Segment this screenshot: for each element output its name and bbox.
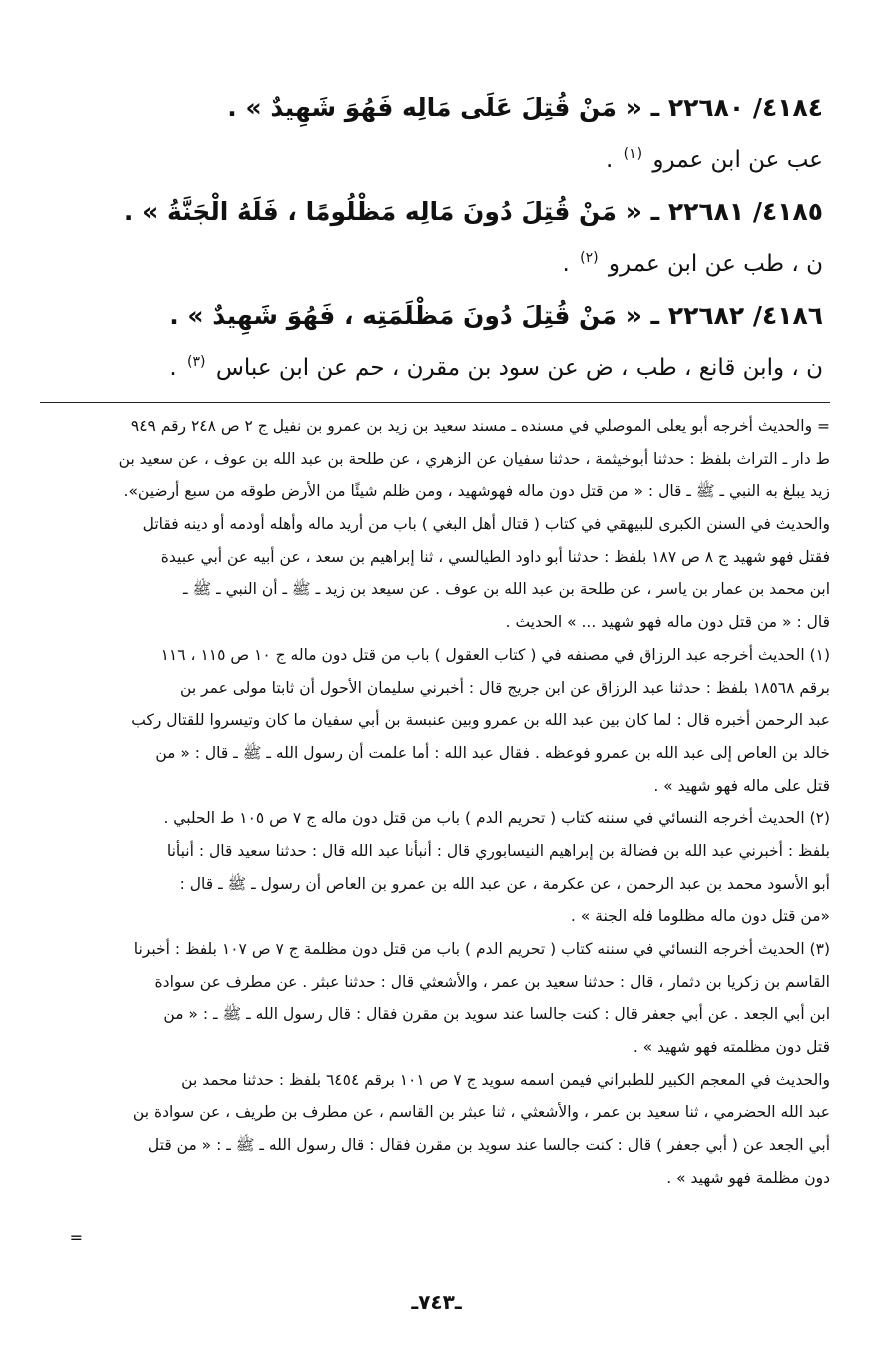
footnote-line: زيد يبلغ به النبي ـ ﷺ ـ قال : « من قتل دون ماله فهوشهيد ، ومن ظلم شيئًا من الأرض طوقه من سبع أرضين». bbox=[123, 482, 830, 501]
footnote-line: (٢) الحديث أخرجه النسائي في سننه كتاب ( تحريم الدم ) باب من قتل دون ماله ج ٧ ص ١٠٥ ط الحلبي . bbox=[163, 809, 830, 828]
hadith-text: ٤١٨٤/ ٢٢٦٨٠ ـ « مَنْ قُتِلَ عَلَى مَالِه فَهُوَ شَهِيدٌ » . bbox=[227, 93, 823, 122]
footnote-line: والحديث في السنن الكبرى للبيهقي في كتاب ( قتال أهل البغي ) باب من أريد ماله وأهله أودمه أو دينه فقاتل bbox=[142, 515, 830, 534]
footnote-line: أبي الجعد عن ( أبي جعفر ) قال : كنت جالسا عند سويد بن مقرن فقال : قال رسول الله ـ ﷺ ـ : « من قتل bbox=[147, 1136, 830, 1155]
footnote-line: (٣) الحديث أخرجه النسائي في سننه كتاب ( تحريم الدم ) باب من قتل دون مظلمة ج ٧ ص ١٠٧ بلفظ : أخبرنا bbox=[133, 940, 830, 958]
source-tail: . bbox=[169, 355, 177, 381]
hadith-text: ٤١٨٦/ ٢٢٦٨٢ ـ « مَنْ قُتِلَ دُونَ مَظْلَمَتِه ، فَهُوَ شَهِيدٌ » . bbox=[169, 301, 823, 330]
source-text: عب عن ابن عمرو bbox=[652, 147, 823, 173]
source-line-4185 bbox=[43, 238, 823, 290]
source-tail: . bbox=[606, 147, 614, 173]
footnote-line: عبد الرحمن أخبره قال : لما كان بين عبد الله بن عمرو وبين عنبسة بن أبي سفيان ما كان وتيسروا للقتال ركب bbox=[131, 711, 830, 730]
hadith-entry-4186 bbox=[43, 290, 823, 342]
footnote-line: قال : « من قتل دون ماله فهو شهيد ... » الحديث . bbox=[505, 613, 830, 632]
continuation-mark: = bbox=[69, 1228, 83, 1247]
footnote-line: فقتل فهو شهيد ج ٨ ص ١٨٧ بلفظ : حدثنا أبو داود الطيالسي ، ثنا إبراهيم بن سعد ، عن أبيه عن أبي عبيدة bbox=[160, 547, 830, 566]
footnote-ref: (٢) bbox=[580, 250, 599, 267]
footnote-ref: (١) bbox=[623, 146, 643, 163]
main-text bbox=[43, 82, 823, 394]
footnote-line: ابن محمد بن عمار بن ياسر ، عن طلحة بن عبد الله بن عوف . عن سيعد بن زيد ـ ﷺ ـ أن النبي ـ ﷺ ـ bbox=[183, 580, 830, 599]
hadith-entry-4184 bbox=[43, 82, 823, 134]
footnote-line: أبو الأسود محمد بن عبد الرحمن ، عن عكرمة ، عن عبد الله بن عمرو بن العاص أن رسول ـ ﷺ ـ قال : bbox=[179, 874, 830, 893]
footnote-line: قتل على ماله فهو شهيد » . bbox=[653, 776, 830, 795]
footnotes bbox=[40, 410, 830, 1195]
source-line-4184 bbox=[43, 134, 823, 186]
footnote-line: قتل دون مظلمته فهو شهيد » . bbox=[632, 1038, 830, 1057]
source-tail: . bbox=[562, 251, 570, 277]
footnote-line: عبد الله الحضرمي ، ثنا سعيد بن عمر ، والأشعثي ، ثنا عبثر بن القاسم ، عن مطرف بن طريف ، عن سوادة بن bbox=[132, 1103, 830, 1122]
hadith-entry-4185 bbox=[43, 186, 823, 238]
hadith-text: ٤١٨٥/ ٢٢٦٨١ ـ « مَنْ قُتِلَ دُونَ مَالِه مَظْلُومًا ، فَلَهُ الْجَنَّةُ » . bbox=[123, 197, 823, 226]
footnote-line: ط دار ـ التراث بلفظ : حدثنا أبوخيثمة ، حدثنا سفيان عن الزهري ، عن طلحة بن عبد الله بن عوف ، عن سعيد بن bbox=[118, 449, 830, 468]
source-text: ن ، طب عن ابن عمرو bbox=[608, 251, 823, 277]
footnote-line: والحديث في المعجم الكبير للطبراني فيمن اسمه سويد ج ٧ ص ١٠١ برقم ٦٤٥٤ بلفظ : حدثنا محمد بن bbox=[181, 1070, 830, 1089]
footnote-line: خالد بن العاص إلى عبد الله بن عمرو فوعظه . فقال عبد الله : أما علمت أن رسول الله ـ ﷺ ـ قال : « من bbox=[155, 743, 830, 762]
footnote-line: «من قتل دون ماله مظلوما فله الجنة » . bbox=[570, 907, 830, 926]
footnote-line: القاسم بن زكريا بن دثمار ، قال : حدثنا سعيد بن عمر ، والأشعثي قال : حدثنا عبثر . عن مطرف عن سوادة bbox=[154, 972, 830, 991]
footnote-line: = والحديث أخرجه أبو يعلى الموصلي في مسنده ـ مسند سعيد بن زيد بن عمرو بن نفيل ج ٢ ص ٢٤٨ رقم ٩٤٩ bbox=[130, 417, 830, 435]
footnote-ref: (٣) bbox=[187, 354, 206, 371]
footnote-divider bbox=[40, 402, 830, 403]
footnote-line: بلفظ : أخبرني عبد الله بن فضالة بن إبراهيم النيسابوري قال : أنبأنا عبد الله قال : حدثنا سعيد قال : أنبأنا bbox=[166, 841, 830, 860]
page-number: ـ٧٤٣ـ bbox=[411, 1290, 462, 1314]
footnote-line: برقم ١٨٥٦٨ بلفظ : حدثنا عبد الرزاق عن ابن جريج قال : أخبرني سليمان الأحول أن ثابتا مولى عمر بن bbox=[180, 678, 830, 697]
footnote-line: دون مظلمة فهو شهيد » . bbox=[666, 1168, 830, 1187]
footnote-line: ابن أبي الجعد . عن أبي جعفر قال : كنت جالسا عند سويد بن مقرن فقال : قال رسول الله ـ ﷺ ـ : « من bbox=[163, 1005, 830, 1024]
footnote-line: (١) الحديث أخرجه عبد الرزاق في مصنفه في ( كتاب العقول ) باب من قتل دون ماله ج ١٠ ص ١١٥ ، ١١٦ bbox=[160, 645, 830, 664]
source-line-4186 bbox=[43, 342, 823, 394]
source-text: ن ، وابن قانع ، طب ، ض عن سود بن مقرن ، حم عن ابن عباس bbox=[215, 355, 823, 381]
